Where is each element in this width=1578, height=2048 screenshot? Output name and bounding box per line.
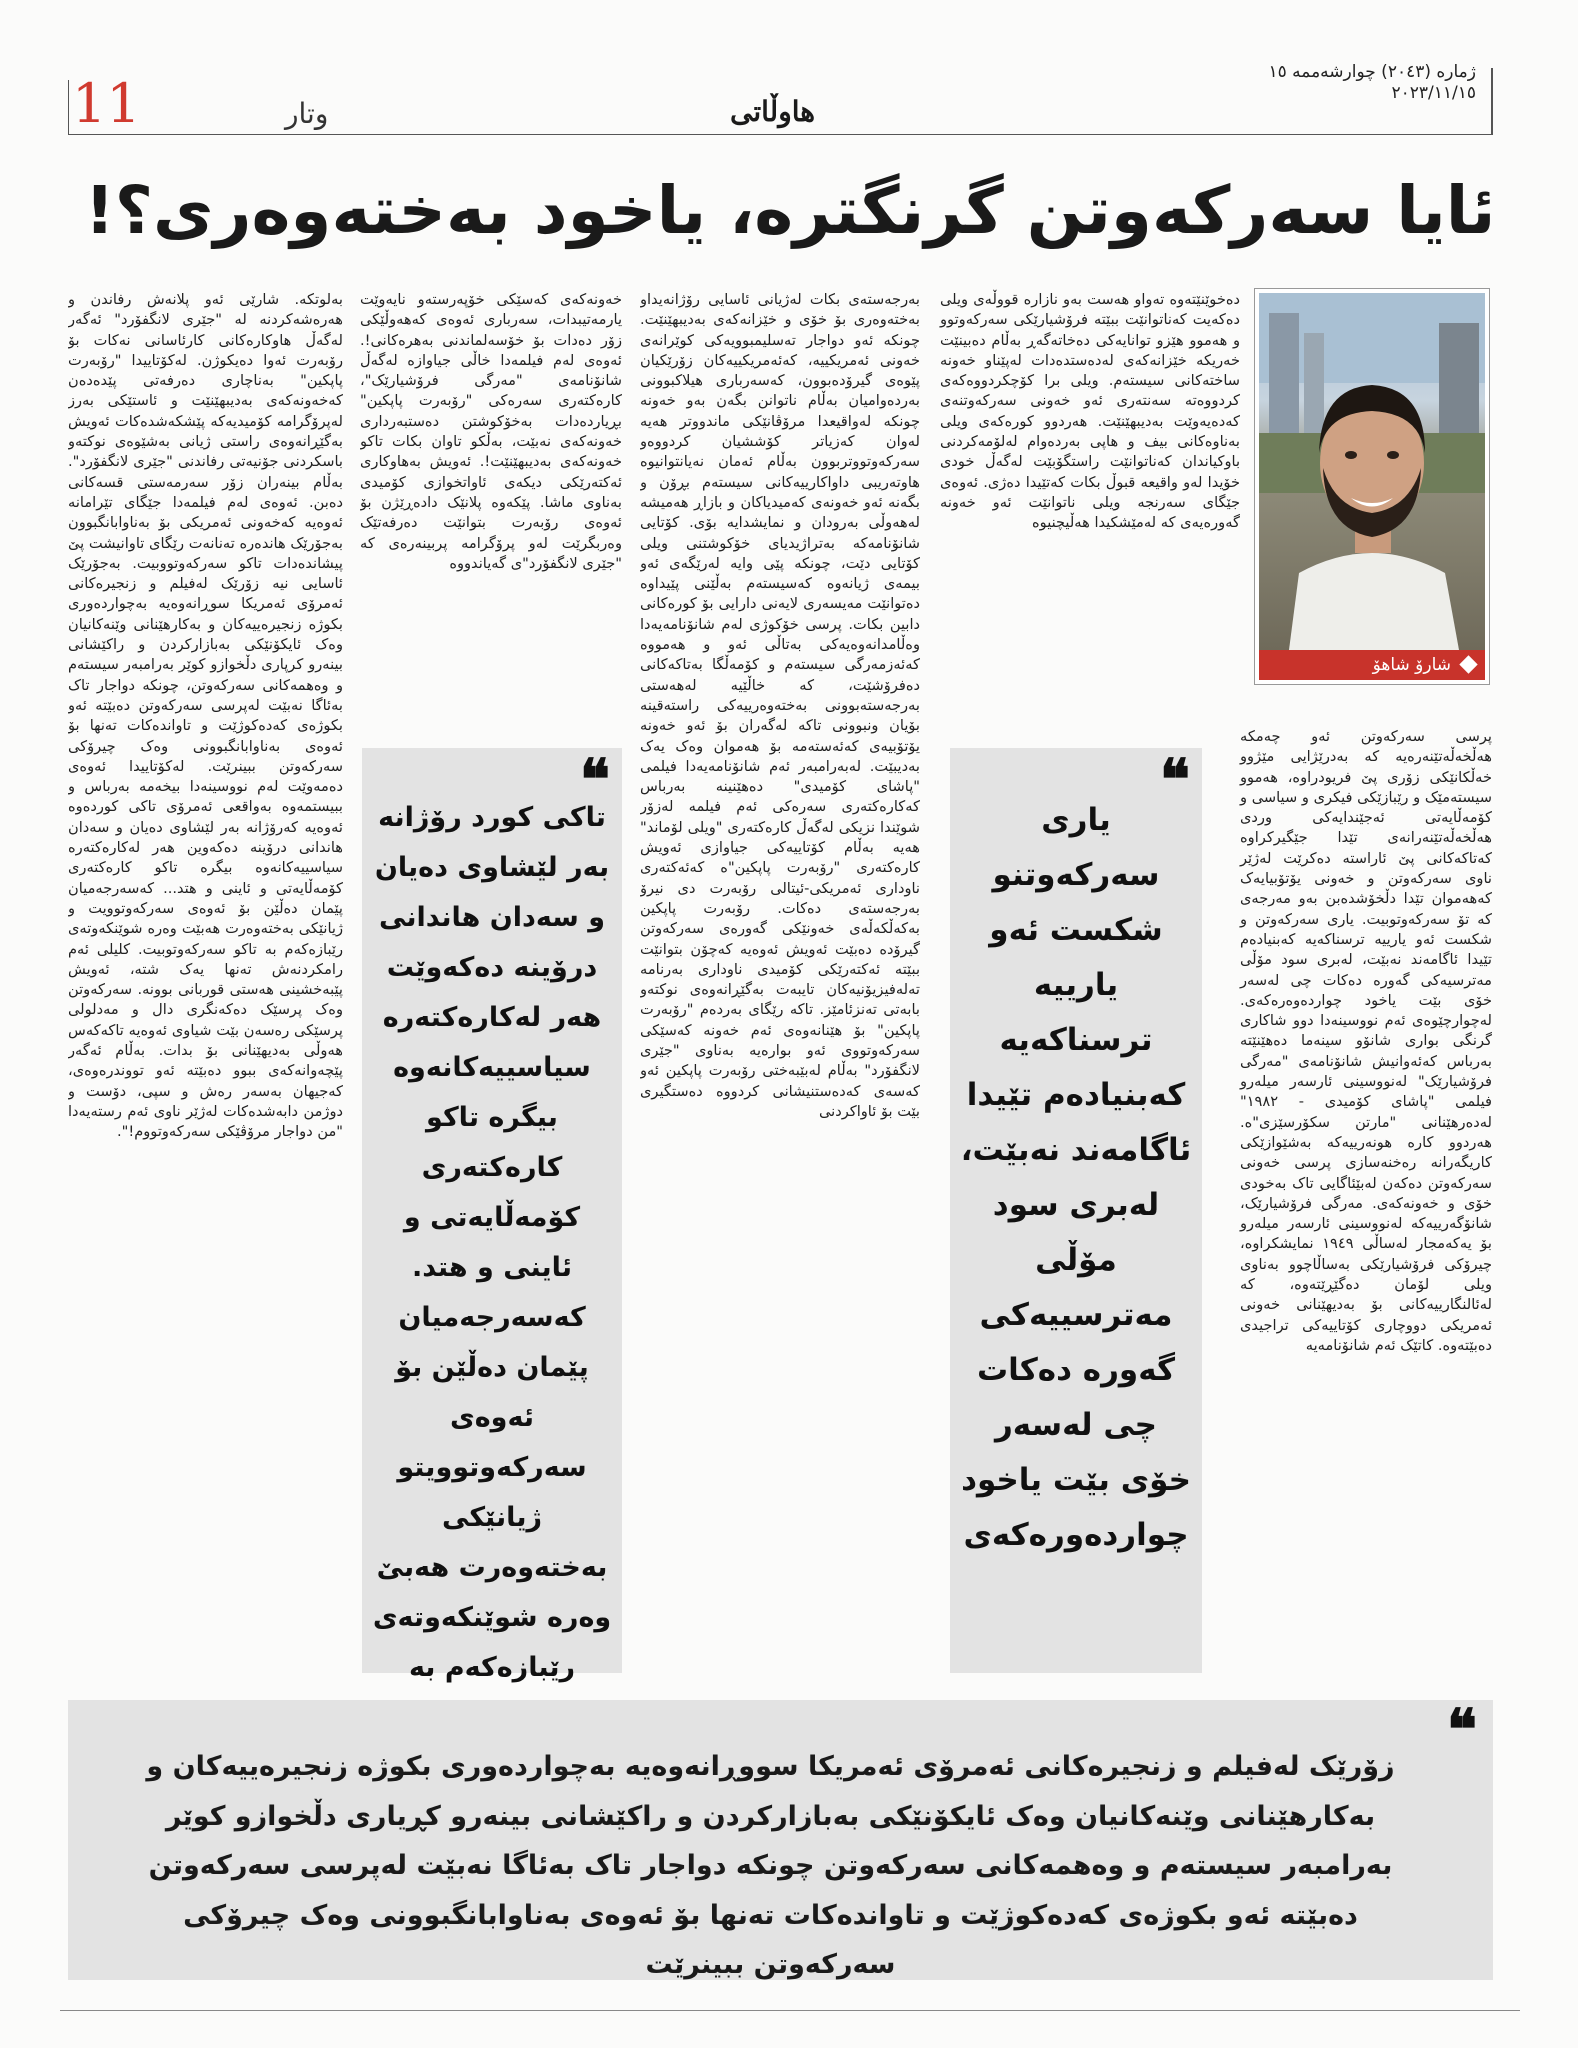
column-2: بەرجەستەی بکات لەژیانی ئاسایی رۆژانەیداو بەختەوەری بۆ خۆی و خێزانەکەی بەدیبهێنێت. چونکە ئەو دواجار تەسلیمبوویەکی کوێرانەی خەونی ئەمریکییە، کەئەمریکییەکان زۆرێکیان پێوەی گیرۆدەبوون، کەسەرباری هیلاکبوونی بەردەوامیان بەڵام ناتوانن بگەن بەو خەونە چونکە لەواقیعدا مرۆڤانێکی ماندووتر هەیە لەوان کەزیاتر کۆششیان کردووەو سەرکەوتووتربوون بەڵام ئەمان نەیانتوانیوە هاوتەریبی داواکارییەکانی سیستەم بڕۆن و بگەنە ئەو خەونەی کەمیدیاکان و بازاڕ هەمیشە لەهەوڵی بەرودان و نمایشدایە بۆی. کۆتایی شانۆنامەکە بەتراژیدیای خۆکوشتنی ویلی کۆتایی دێت، چونکە پێی وایە لەرێگەی ئەو بیمەی ژیانەوە کەسیستەم بەڵێنی پێیداوە دەتوانێت مەیسەری لایەنی دارایی بۆ کورەکانی دابین بکات. پرسی خۆکوژی لەم شانۆنامەیەدا وەڵامدانەوەیەکی بەتاڵی ئەو و هەمووە کەئەزمەرگی سیستەم و کۆمەڵگا بەتاکەکانی دەفرۆشێت، کە خاڵێیە لەهەستی بەرجەستەبوونی بەختەوەرییەکی راستەقینە بۆیان ونبوونی تاکە لەگەران بۆ ئەو خەونە یۆتۆبیەی کەئەستەمە بۆ هەموان وەک یەک بەدیبێت. لەبەرامبەر ئەم شانۆنامەیەدا فیلمی "پاشای کۆمیدی" دەهێنینە بەرباس کەکارەکتەری سەرەکی ئەم فیلمە لەزۆر شوێندا نزیکی لەگەڵ کارەکتەری "ویلی لۆماند" هەیە بەڵام کۆتاییەکی جیاوازی ئەویش کارەکتەری "رۆبەرت پاپکین"ە کەئەکتەری ناوداری ئەمریکی-ئیتالی رۆبەرت دی نیرۆ بەرجەستەی دەکات. رۆبەرت پاپکین بەکەڵکەڵەی خەونێکی گەورەی سەرکەوتن گیرۆدە دەبێت ئەویش ئەوەیە کەچۆن بتوانێت ببێتە ئەکتەرێکی کۆمیدی ناوداری بەرنامە تەلەفیزیۆنیەکان تایبەت بەگێڕانەوەی نوکتەو بابەتی تەنزئامێز. تاکە رێگای بەردەم "رۆبەرت پاپکین" بۆ هێنانەوەی ئەم خەونە کەسێکی سەرکەوتووی ئەو بوارەیە بەناوی "جێری لانگفۆرد" بەڵام لەبێبەختی رۆبەرت پاپکین ئەو کەسەی کەدەستنیشانی کردووە دەستگیری بێت بۆ ئاواکردنی [640,291,920,1120]
page-number: 11 [72,72,141,135]
issue-label: ژمارە (٢٠٤٣) چوارشەممە ١٥ [1268,62,1476,82]
column-3: خەونەکەی کەسێکی خۆپەرستەو نایەوێت یارمەتیبدات، سەرباری ئەوەی کەهەوڵێکی زۆر دەدات بۆ خۆسەلماندنی بەهرەکانی!. ئەوەی لەم فیلمەدا خاڵی جیاوازە لەگەڵ شانۆنامەی "مەرگی فرۆشیارێک"، کارەکتەری سەرەکی "رۆبەرت پاپکین" بڕیاردەدات بەخۆکوشتن دەستبەرداری خەونەکەی نەبێت، بەڵکو تاوان بکات تاکو خەونەکەی بەدیبهێنێت!. ئەویش بەهاوکاری ئەکتەرێکی دیکەی ئاواتخوازی کۆمیدی بەناوی ماشا. پێکەوە پلانێک دادەڕێژن بۆ ئەوەی رۆبەرت بتوانێت دەرفەتێک وەربگرێت لەو پرۆگرامە پربینەرەی کە "جێری لانگفۆرد"ی گەیاندووە [360,291,622,572]
bottom-quote-text: زۆرێک لەفیلم و زنجیرەکانی ئەمرۆی ئەمریکا سووڕانەوەیە بەچواردەوری بکوژە زنجیرەییەکان و بەکارهێنانی وێنەکانیان وەک ئایکۆنێکی بەبازارکردن و راکێشانی بینەرو کڕیاری دڵخوازو کوێر بەرامبەر سیستەم و وەهمەکانی سەرکەوتن چونکە دواجار تاک بەئاگا نەبێت لەپرسی سەرکەوتن دەبێتە ئەو بکوژەی کەدەکوژێت و تاواندەکات تەنها بۆ ئەوەی بەناوابانگبوونی وەک چیرۆکی سەرکەوتن ببینرێت [146,1751,1395,1980]
quote-icon: ❝ [1446,1697,1471,1763]
author-name: شارۆ شاهۆ [1372,655,1451,675]
issue-info [1268,62,1476,104]
column-1-bottom: پرسی سەرکەوتن ئەو چەمکە هەڵخەڵەتێنەرەیە کە بەدرێژایی مێژوو خەڵکانێکی زۆری پێ فریودراوە، هەموو سیستەمێک و رێبازێکی فیکری و سیاسی و کۆمەڵایەتی ئەجێندایەکی وردی هەڵخەڵەتێنەرانەی تێدا جێگیرکراوە کەتاکەکانی پێ ئاراستە دەکرێت لەژێر ناوی سەرکەوتن و خەونی یۆتۆبیایەک کەهەموان تێدا دڵخۆشدەبن بەو مەرجەی کە تۆ سەرکەوتوبیت. یاری سەرکەوتن و شکست ئەو یارییە ترسناکەیە کەبنیادەم تێیدا ئاگامەند نەبێت، لەبری سود مۆڵی مەترسیەکی گەورە دەکات چی لەسەر خۆی بێت یاخود چواردەوەرەکەی. لەچوارچێوەی ئەم نووسینەدا دوو شاکاری گرنگی بواری شانۆو سینەما دەهێنێتە بەرباس کەئەوانیش شانۆنامەی "مەرگی فرۆشیارێک" لەنووسینی ئارسەر میلەرو فیلمی "پاشای کۆمیدی - ١٩٨٢" لەدەرهێنانی "مارتن سکۆرسێزی"ە. هەردوو کارە هونەرییەکە بەشێوازێکی کاریگەرانە رەخنەسازی پرسی خەونی سەرکەوتن دەکەن لەبێئاگایی تاک بەخودی خۆی و خەونەکەی. مەرگی فرۆشیارێک، شانۆگەرییەکە لەنووسینی ئارسەر میلەرو بۆ یەکەمجار لەساڵی ١٩٤٩ نمایشکراوە، چیرۆکی فرۆشیارێکی بەساڵاچوو بەناوی ویلی لۆمان دەگێڕێتەوە، کە لەئالنگارییەکانی بۆ بەدیهێنانی خەونی ئەمریکی دووچاری کۆتاییەکی تراجیدی دەبێتەوە. کاتێک ئەم شانۆنامەیە [1240,728,1492,1354]
author-caption [1259,650,1485,680]
pull-quote-2 [362,747,622,1683]
diamond-icon [1459,655,1477,673]
section-label: وتار [285,97,329,130]
pull-quote-2-text: تاکی کورد رۆژانە بەر لێشاوی دەیان و سەدان هاندانی درۆینە دەکەوێت هەر لەکارەکتەرە سیاسییەکانەوە بیگرە تاکو کارەکتەری کۆمەڵایەتی و ئاینی و هتد. کەسەرجەمیان پێمان دەڵێن بۆ ئەوەی سەرکەوتوویتو ژیانێکی بەختەوەرت هەبێ وەرە شوێنکەوتەی رێبازەکەم بە [372,802,612,1683]
pull-quote-1-text: یاری سەرکەوتنو شکست ئەو یارییە ترسناکەیە کەبنیادەم تێیدا ئاگامەند نەبێت، لەبری سود مۆڵی مەترسییەکی گەورە دەکات چی لەسەر خۆی بێت یاخود چواردەورەکەی [960,802,1192,1553]
bottom-quote [68,1697,1493,1980]
author-card [1254,288,1490,685]
author-portrait-illustration [1259,293,1485,650]
issue-date: ٢٠٢٣/١١/١٥ [1391,83,1476,103]
quote-icon: ❝ [1159,747,1184,813]
article-headline: ئایا سەرکەوتن گرنگترە، یاخود بەختەوەری؟! [84,172,1496,249]
newspaper-logo: هاوڵاتی [730,95,816,128]
column-1-top: دەخوێنێتەوە تەواو هەست بەو نازارە قووڵەی ویلی دەکەیت کەناتوانێت ببێتە فرۆشیارێکی سەرکەوتوو و هەموو هێزو توانایەکی دەخاتەگەڕ بەڵام دەبینێت خەریکە خێزانەکەی لەدەستدەدات لەپێناو خەونە ساختەکانی سیستەم. ویلی برا کۆچکردووەکەی کردووەتە سەنتەری ئەو خەونی سەرکەوتنەی کەدەیەوێت بەدیبهێنێت. هەردوو کورەکەی ویلی بەناوەکانی بیف و هاپی بەردەوام لەلۆمەکردنی باوکیاندان کەناتوانێت راستگۆبێت لەگەڵ خودی خۆیدا لەو واقیعە قبوڵ بکات کەتێیدا دەژی. ئەوەی جێگای سەرنجە ویلی ناتوانێت ئەو خەونە گەورەیەی کە لەمێشکیدا هەڵیچنیوە [940,291,1240,532]
author-photo [1259,293,1485,650]
quote-icon: ❝ [579,747,604,813]
column-4: بەلوتکە. شارێی ئەو پلانەش رفاندن و هەرەشەکردنە لە "جێری لانگفۆرد" ئەگەر لەگەڵ هاوکارەکانی کارئاسانی نەکات بۆ رۆبەرت ئەوا دەیکوژن. لەکۆتاییدا "رۆبەرت پاپکین" بەناچاری دەرفەتی پێدەدەن کەخەونەکەی بەدیبهێنێت و ئاستێکی بەرز لەپرۆگرامە کۆمیدیەکە پێشکەشدەکات ئەویش بەگێڕانەوەی راستی ژیانی بەشێوەی نوکتەو باسکردنی جۆنیەتی رفاندنی "جێری لانگفۆرد". بەڵام بینەران زۆر سەرمەستی قسەکانی دەبن. ئەوەی لەم فیلمەدا جێگای تێرامانە ئەوەیە کەخەونی ئەمریکی بۆ بەناوابانگبوون بەجۆرێک هاندەرە تەنانەت رێگای تاوانیشت پێ پیشاندەدات تاکو سەرکەوتووبیت. بەجۆرێک ئاسایی نیە زۆرێک لەفیلم و زنجیرەکانی ئەمرۆی ئەمریکا سوڕانەوەیە بەچواردەوری بکوژە زنجیرەییەکان و بەکارهێنانی وێنەکانیان وەک ئایکۆنێکی بەبازارکردن و راکێشانی بینەرو کرپاری دڵخوازو کوێر بەرامبەر سیستەم و وەهمەکانی سەرکەوتن، چونکە دواجار تاک بەئاگا نەبێت لەپرسی سەرکەوتن دەبێتە ئەو بکوژەی کەدەکوژێت و تاواندەکات تەنها بۆ ئەوەی بەناوابانگبوونی وەک چیرۆکی سەرکەوتن ببینرێت. لەکۆتاییدا ئەوەی دەمەوێت لەم نووسینەدا بیخەمە بەرباس و ببیستمەوە بەواقعی ئەمرۆی تاکی کوردەوە ئەوەیە کەرۆژانە بەر لێشاوی دەیان و سەدان هاندانی درۆینە دەکەوین هەر لەکارەکتەرە سیاسییەکانەوە بیگرە تاکو کارەکتەری کۆمەڵایەتی و ئاینی و هتد... کەسەرجەمیان پێمان دەڵێن بۆ ئەوەی سەرکەوتوویت و ژیانێکی بەختەوەرت هەبێت وەرە شوێنکەوتەی رێبازەکەم بە تاکو سەرکەوتوبیت. کلیلی ئەم رامکردنەش تەنها یەک شتە، ئەویش پێبەخشینی هەستی قوربانی بوونە. سەرکەوتن وەک پرسێک دەکەنگری دال و مەدلولی پرسێکی رەسەن بێت شیاوی ئەوەیە تاکەکەس هەوڵی بەدیهێنانی بۆ بدات. بەڵام ئەگەر پێچەوانەکەی ببوو دەبێتە ئەو تووندرەوەی، کەجیهان بەسەر رەش و سپی، دۆست و دوژمن دابەشدەکات لەژێر ناوی ئەم رستەیەدا "من دواجار مرۆڤێکی سەرکەوتووم!". [68,291,343,1141]
footer-rule [60,2010,1520,2011]
pull-quote-1 [950,748,1202,1673]
